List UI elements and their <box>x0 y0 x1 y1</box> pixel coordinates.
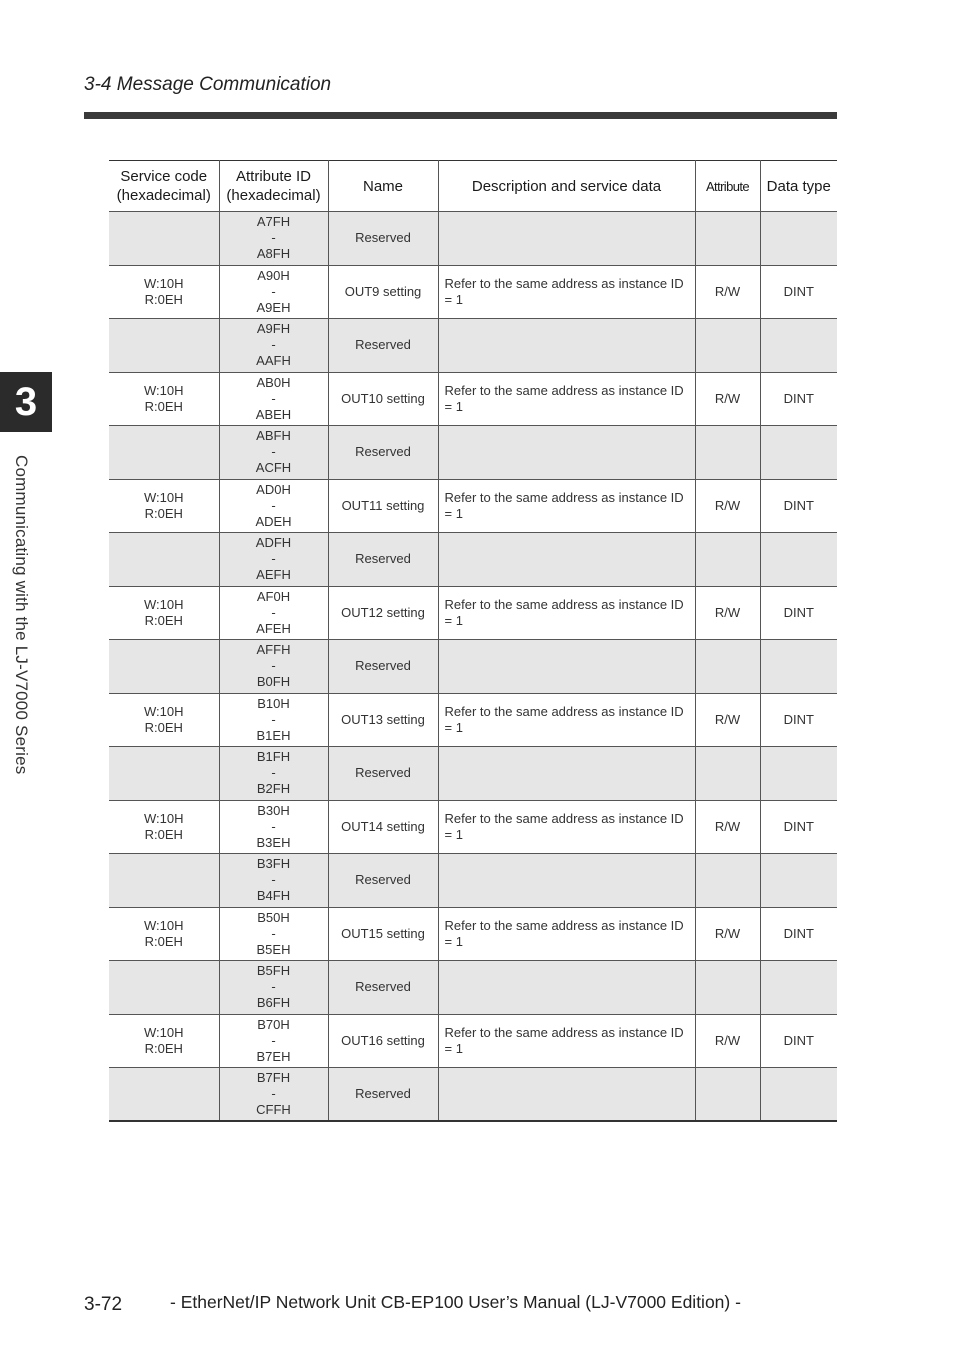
cell-description <box>438 319 695 373</box>
cell-service-code <box>109 319 219 373</box>
cell-service-code: W:10H R:0EH <box>109 907 219 961</box>
table-header-row <box>109 161 837 212</box>
cell-service-code <box>109 854 219 908</box>
table-row <box>109 961 837 1015</box>
cell-attribute: R/W <box>695 693 760 747</box>
cell-attribute <box>695 961 760 1015</box>
cell-attribute-id: B5FH - B6FH <box>219 961 328 1015</box>
header-description: Description and service data <box>438 161 695 212</box>
header-data-type: Data type <box>760 161 837 212</box>
header-attribute: Attribute <box>695 161 760 212</box>
header-attribute-id: Attribute ID (hexadecimal) <box>219 161 328 212</box>
cell-attribute <box>695 747 760 801</box>
cell-data-type <box>760 854 837 908</box>
cell-attribute-id: AF0H - AFEH <box>219 586 328 640</box>
title-rule <box>84 112 837 119</box>
cell-service-code: W:10H R:0EH <box>109 693 219 747</box>
table-row <box>109 1068 837 1122</box>
cell-data-type <box>760 640 837 694</box>
cell-description <box>438 533 695 587</box>
cell-name: Reserved <box>328 319 438 373</box>
cell-attribute-id: A9FH - AAFH <box>219 319 328 373</box>
cell-data-type <box>760 533 837 587</box>
cell-description <box>438 961 695 1015</box>
table-row <box>109 854 837 908</box>
cell-attribute-id: B7FH - CFFH <box>219 1068 328 1122</box>
cell-data-type: DINT <box>760 1014 837 1068</box>
table-row <box>109 533 837 587</box>
cell-service-code <box>109 961 219 1015</box>
cell-description: Refer to the same address as instance ID = 1 <box>438 800 695 854</box>
cell-attribute-id: AD0H - ADEH <box>219 479 328 533</box>
cell-name: Reserved <box>328 640 438 694</box>
section-title: 3-4 Message Communication <box>84 74 332 95</box>
attribute-table <box>109 160 837 1122</box>
cell-attribute: R/W <box>695 907 760 961</box>
cell-attribute <box>695 533 760 587</box>
cell-name: OUT14 setting <box>328 800 438 854</box>
cell-data-type <box>760 747 837 801</box>
table-row <box>109 747 837 801</box>
cell-name: OUT16 setting <box>328 1014 438 1068</box>
cell-data-type: DINT <box>760 693 837 747</box>
cell-description <box>438 212 695 266</box>
cell-name: OUT11 setting <box>328 479 438 533</box>
page-number: 3-72 <box>84 1294 123 1315</box>
cell-name: Reserved <box>328 747 438 801</box>
cell-service-code <box>109 533 219 587</box>
cell-attribute <box>695 212 760 266</box>
cell-name: Reserved <box>328 854 438 908</box>
cell-service-code <box>109 1068 219 1122</box>
cell-description: Refer to the same address as instance ID = 1 <box>438 586 695 640</box>
cell-attribute-id: A90H - A9EH <box>219 265 328 319</box>
cell-name: Reserved <box>328 212 438 266</box>
cell-name: OUT9 setting <box>328 265 438 319</box>
table-row <box>109 800 837 854</box>
cell-service-code: W:10H R:0EH <box>109 586 219 640</box>
cell-attribute-id: ABFH - ACFH <box>219 426 328 480</box>
cell-data-type: DINT <box>760 586 837 640</box>
cell-name: OUT13 setting <box>328 693 438 747</box>
cell-attribute-id: B30H - B3EH <box>219 800 328 854</box>
cell-description <box>438 854 695 908</box>
cell-service-code <box>109 426 219 480</box>
cell-data-type: DINT <box>760 265 837 319</box>
cell-attribute: R/W <box>695 265 760 319</box>
cell-description <box>438 1068 695 1122</box>
cell-attribute-id: ADFH - AEFH <box>219 533 328 587</box>
header-name: Name <box>328 161 438 212</box>
cell-attribute <box>695 426 760 480</box>
cell-attribute-id: B3FH - B4FH <box>219 854 328 908</box>
cell-data-type <box>760 1068 837 1122</box>
cell-attribute-id: B1FH - B2FH <box>219 747 328 801</box>
cell-attribute-id: AFFH - B0FH <box>219 640 328 694</box>
cell-data-type <box>760 426 837 480</box>
cell-data-type <box>760 319 837 373</box>
cell-service-code <box>109 212 219 266</box>
cell-data-type: DINT <box>760 479 837 533</box>
cell-attribute-id: AB0H - ABEH <box>219 372 328 426</box>
cell-name: OUT10 setting <box>328 372 438 426</box>
cell-attribute <box>695 1068 760 1122</box>
table-row <box>109 265 837 319</box>
cell-name: OUT15 setting <box>328 907 438 961</box>
cell-description <box>438 640 695 694</box>
table-row <box>109 1014 837 1068</box>
cell-service-code: W:10H R:0EH <box>109 800 219 854</box>
cell-description <box>438 747 695 801</box>
chapter-tab: 3 <box>0 372 52 432</box>
table-row <box>109 907 837 961</box>
cell-attribute: R/W <box>695 1014 760 1068</box>
cell-service-code: W:10H R:0EH <box>109 372 219 426</box>
cell-description: Refer to the same address as instance ID = 1 <box>438 693 695 747</box>
cell-attribute-id: B50H - B5EH <box>219 907 328 961</box>
table-row <box>109 479 837 533</box>
cell-data-type: DINT <box>760 907 837 961</box>
cell-description: Refer to the same address as instance ID = 1 <box>438 479 695 533</box>
cell-description: Refer to the same address as instance ID = 1 <box>438 372 695 426</box>
cell-attribute <box>695 854 760 908</box>
cell-name: Reserved <box>328 426 438 480</box>
cell-service-code: W:10H R:0EH <box>109 1014 219 1068</box>
cell-description: Refer to the same address as instance ID = 1 <box>438 907 695 961</box>
table-row <box>109 319 837 373</box>
table-row <box>109 426 837 480</box>
cell-description <box>438 426 695 480</box>
cell-service-code: W:10H R:0EH <box>109 479 219 533</box>
cell-attribute-id: B70H - B7EH <box>219 1014 328 1068</box>
cell-attribute-id: A7FH - A8FH <box>219 212 328 266</box>
cell-data-type: DINT <box>760 372 837 426</box>
cell-attribute: R/W <box>695 479 760 533</box>
cell-service-code <box>109 640 219 694</box>
cell-data-type: DINT <box>760 800 837 854</box>
cell-attribute: R/W <box>695 372 760 426</box>
table-row <box>109 640 837 694</box>
table-row <box>109 693 837 747</box>
cell-name: OUT12 setting <box>328 586 438 640</box>
chapter-side-label: Communicating with the LJ-V7000 Series <box>12 455 31 775</box>
cell-attribute: R/W <box>695 586 760 640</box>
cell-name: Reserved <box>328 1068 438 1122</box>
cell-description: Refer to the same address as instance ID = 1 <box>438 265 695 319</box>
cell-service-code <box>109 747 219 801</box>
cell-service-code: W:10H R:0EH <box>109 265 219 319</box>
table-row <box>109 212 837 266</box>
cell-attribute <box>695 640 760 694</box>
cell-name: Reserved <box>328 961 438 1015</box>
footer-manual-title: - EtherNet/IP Network Unit CB-EP100 User’s Manual (LJ-V7000 Edition) - <box>170 1292 741 1312</box>
cell-name: Reserved <box>328 533 438 587</box>
cell-data-type <box>760 212 837 266</box>
cell-attribute: R/W <box>695 800 760 854</box>
header-service-code: Service code (hexadecimal) <box>109 161 219 212</box>
table-row <box>109 372 837 426</box>
cell-data-type <box>760 961 837 1015</box>
cell-attribute <box>695 319 760 373</box>
cell-attribute-id: B10H - B1EH <box>219 693 328 747</box>
cell-description: Refer to the same address as instance ID = 1 <box>438 1014 695 1068</box>
table-row <box>109 586 837 640</box>
